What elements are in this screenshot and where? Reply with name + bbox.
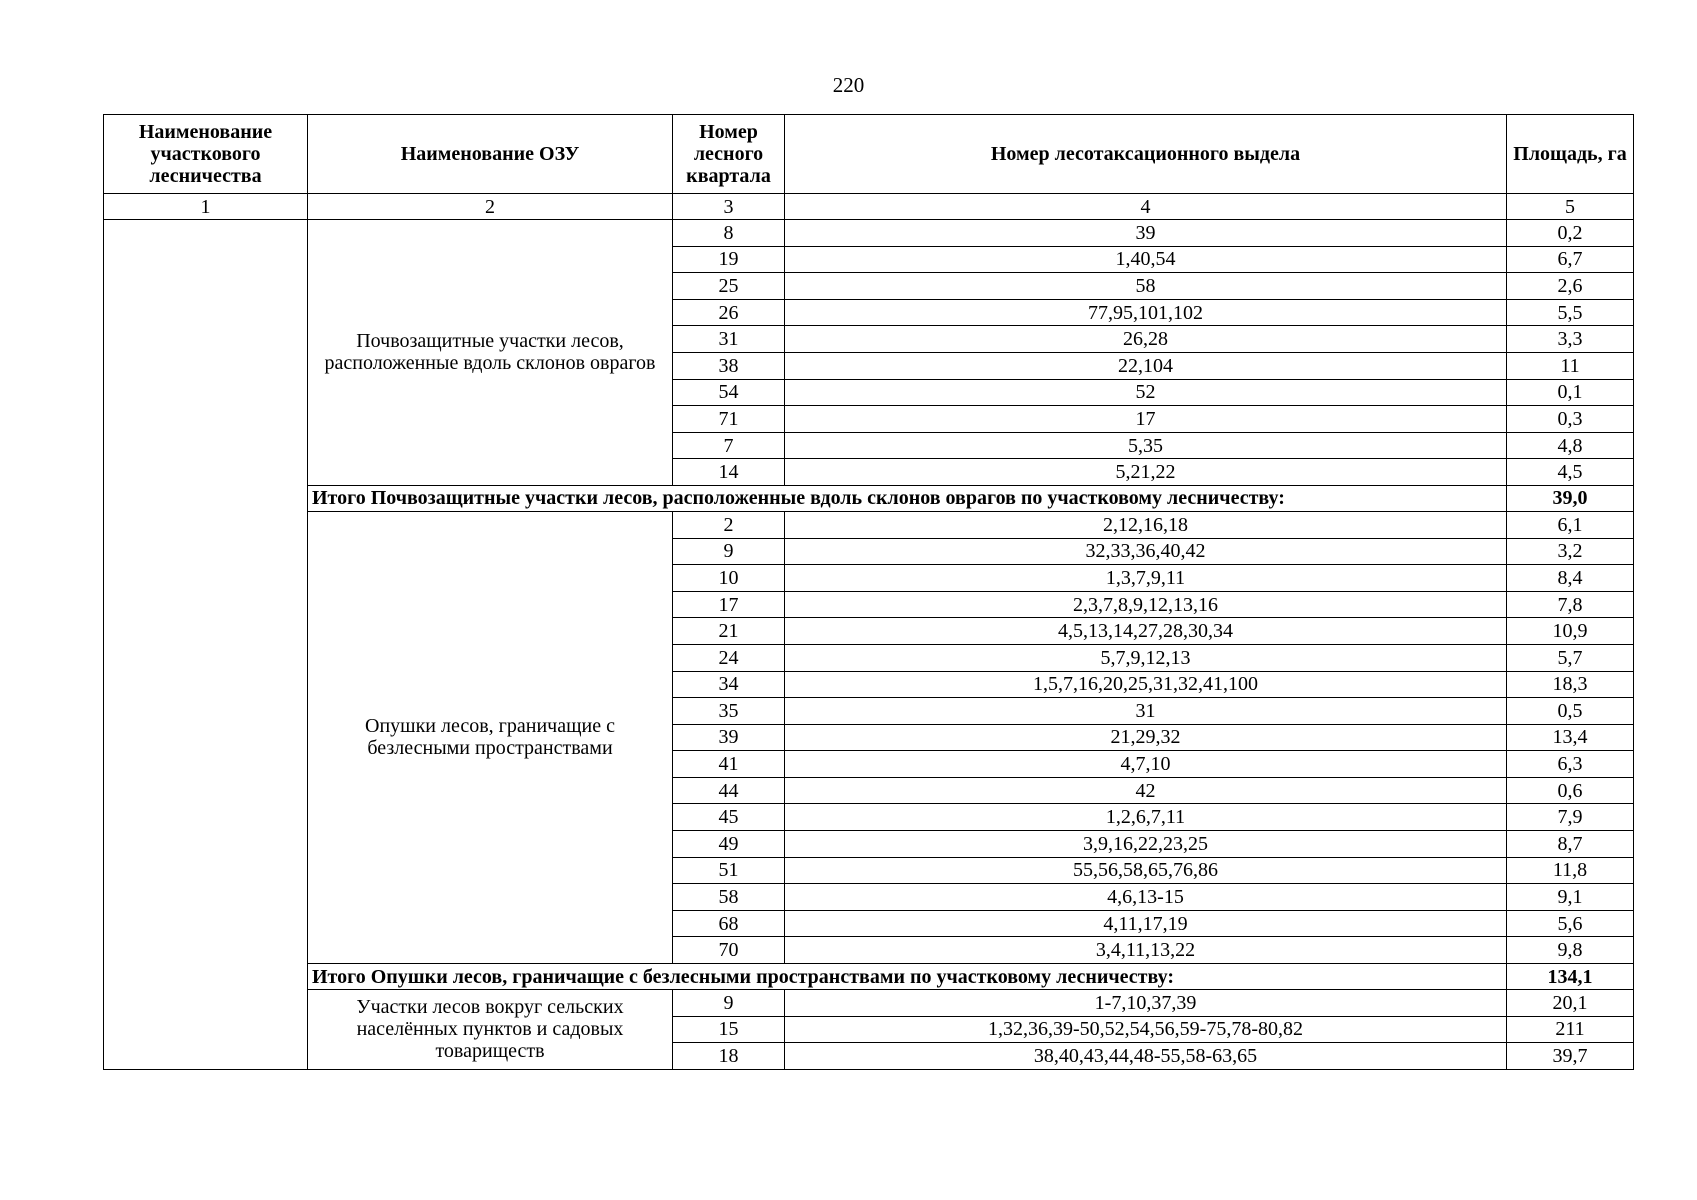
quarter-number-cell: 51 xyxy=(673,857,785,884)
table-row xyxy=(104,220,1634,247)
header-area: Площадь, га xyxy=(1507,115,1634,194)
plot-numbers-cell: 31 xyxy=(785,698,1507,725)
plot-numbers-cell: 3,9,16,22,23,25 xyxy=(785,831,1507,858)
area-cell: 5,6 xyxy=(1507,910,1634,937)
header-quarter-number: Номер лесного квартала xyxy=(673,115,785,194)
area-cell: 11,8 xyxy=(1507,857,1634,884)
area-cell: 0,5 xyxy=(1507,698,1634,725)
quarter-number-cell: 15 xyxy=(673,1016,785,1043)
table-body xyxy=(104,194,1634,1070)
area-cell: 5,5 xyxy=(1507,299,1634,326)
area-cell: 6,3 xyxy=(1507,751,1634,778)
column-number-row xyxy=(104,194,1634,220)
header-zone-name: Наименование ОЗУ xyxy=(308,115,673,194)
area-cell: 3,2 xyxy=(1507,538,1634,565)
column-number: 5 xyxy=(1507,194,1634,220)
plot-numbers-cell: 1,2,6,7,11 xyxy=(785,804,1507,831)
total-row xyxy=(104,485,1634,511)
plot-numbers-cell: 1,5,7,16,20,25,31,32,41,100 xyxy=(785,671,1507,698)
plot-numbers-cell: 38,40,43,44,48-55,58-63,65 xyxy=(785,1043,1507,1070)
quarter-number-cell: 17 xyxy=(673,591,785,618)
quarter-number-cell: 71 xyxy=(673,406,785,433)
plot-numbers-cell: 3,4,11,13,22 xyxy=(785,937,1507,964)
plot-numbers-cell: 5,35 xyxy=(785,432,1507,459)
quarter-number-cell: 68 xyxy=(673,910,785,937)
quarter-number-cell: 25 xyxy=(673,273,785,300)
plot-numbers-cell: 17 xyxy=(785,406,1507,433)
area-cell: 7,9 xyxy=(1507,804,1634,831)
area-cell: 13,4 xyxy=(1507,724,1634,751)
quarter-number-cell: 7 xyxy=(673,432,785,459)
quarter-number-cell: 41 xyxy=(673,751,785,778)
area-cell: 3,3 xyxy=(1507,326,1634,353)
column-number: 3 xyxy=(673,194,785,220)
quarter-number-cell: 8 xyxy=(673,220,785,247)
plot-numbers-cell: 2,12,16,18 xyxy=(785,511,1507,538)
plot-numbers-cell: 39 xyxy=(785,220,1507,247)
total-area-cell: 134,1 xyxy=(1507,964,1634,990)
quarter-number-cell: 35 xyxy=(673,698,785,725)
plot-numbers-cell: 4,7,10 xyxy=(785,751,1507,778)
plot-numbers-cell: 32,33,36,40,42 xyxy=(785,538,1507,565)
total-row xyxy=(104,964,1634,990)
area-cell: 9,1 xyxy=(1507,884,1634,911)
quarter-number-cell: 45 xyxy=(673,804,785,831)
total-label-cell: Итого Опушки лесов, граничащие с безлесными пространствами по участковому лесничеству: xyxy=(308,964,1507,990)
header-forestry-name: Наименование участкового лесничества xyxy=(104,115,308,194)
plot-numbers-cell: 21,29,32 xyxy=(785,724,1507,751)
area-cell: 4,5 xyxy=(1507,459,1634,486)
area-cell: 0,3 xyxy=(1507,406,1634,433)
quarter-number-cell: 31 xyxy=(673,326,785,353)
forest-zones-table xyxy=(103,114,1634,1070)
plot-numbers-cell: 4,11,17,19 xyxy=(785,910,1507,937)
total-area-cell: 39,0 xyxy=(1507,485,1634,511)
area-cell: 10,9 xyxy=(1507,618,1634,645)
area-cell: 39,7 xyxy=(1507,1043,1634,1070)
area-cell: 11 xyxy=(1507,352,1634,379)
quarter-number-cell: 39 xyxy=(673,724,785,751)
plot-numbers-cell: 42 xyxy=(785,777,1507,804)
header-plot-numbers: Номер лесотаксационного выдела xyxy=(785,115,1507,194)
area-cell: 0,6 xyxy=(1507,777,1634,804)
header-row xyxy=(104,115,1634,194)
quarter-number-cell: 34 xyxy=(673,671,785,698)
quarter-number-cell: 14 xyxy=(673,459,785,486)
table-row xyxy=(104,511,1634,538)
plot-numbers-cell: 1,32,36,39-50,52,54,56,59-75,78-80,82 xyxy=(785,1016,1507,1043)
plot-numbers-cell: 5,21,22 xyxy=(785,459,1507,486)
plot-numbers-cell: 55,56,58,65,76,86 xyxy=(785,857,1507,884)
plot-numbers-cell: 1-7,10,37,39 xyxy=(785,990,1507,1017)
plot-numbers-cell: 4,5,13,14,27,28,30,34 xyxy=(785,618,1507,645)
area-cell: 18,3 xyxy=(1507,671,1634,698)
quarter-number-cell: 2 xyxy=(673,511,785,538)
quarter-number-cell: 21 xyxy=(673,618,785,645)
plot-numbers-cell: 1,3,7,9,11 xyxy=(785,565,1507,592)
plot-numbers-cell: 4,6,13-15 xyxy=(785,884,1507,911)
area-cell: 4,8 xyxy=(1507,432,1634,459)
area-cell: 0,1 xyxy=(1507,379,1634,406)
area-cell: 8,7 xyxy=(1507,831,1634,858)
plot-numbers-cell: 2,3,7,8,9,12,13,16 xyxy=(785,591,1507,618)
area-cell: 7,8 xyxy=(1507,591,1634,618)
quarter-number-cell: 58 xyxy=(673,884,785,911)
column-number: 4 xyxy=(785,194,1507,220)
column-number: 2 xyxy=(308,194,673,220)
plot-numbers-cell: 52 xyxy=(785,379,1507,406)
plot-numbers-cell: 22,104 xyxy=(785,352,1507,379)
forestry-name-cell xyxy=(104,220,308,1070)
quarter-number-cell: 24 xyxy=(673,644,785,671)
area-cell: 5,7 xyxy=(1507,644,1634,671)
area-cell: 0,2 xyxy=(1507,220,1634,247)
area-cell: 6,7 xyxy=(1507,246,1634,273)
zone-name-cell: Участки лесов вокруг сельских населённых пунктов и садовых товариществ xyxy=(308,990,673,1070)
zone-name-cell: Почвозащитные участки лесов, расположенные вдоль склонов оврагов xyxy=(308,220,673,486)
area-cell: 8,4 xyxy=(1507,565,1634,592)
area-cell: 2,6 xyxy=(1507,273,1634,300)
quarter-number-cell: 44 xyxy=(673,777,785,804)
plot-numbers-cell: 58 xyxy=(785,273,1507,300)
area-cell: 6,1 xyxy=(1507,511,1634,538)
plot-numbers-cell: 77,95,101,102 xyxy=(785,299,1507,326)
quarter-number-cell: 9 xyxy=(673,990,785,1017)
area-cell: 9,8 xyxy=(1507,937,1634,964)
quarter-number-cell: 18 xyxy=(673,1043,785,1070)
quarter-number-cell: 10 xyxy=(673,565,785,592)
column-number: 1 xyxy=(104,194,308,220)
quarter-number-cell: 38 xyxy=(673,352,785,379)
quarter-number-cell: 49 xyxy=(673,831,785,858)
plot-numbers-cell: 26,28 xyxy=(785,326,1507,353)
quarter-number-cell: 19 xyxy=(673,246,785,273)
area-cell: 211 xyxy=(1507,1016,1634,1043)
table-row xyxy=(104,990,1634,1017)
area-cell: 20,1 xyxy=(1507,990,1634,1017)
plot-numbers-cell: 1,40,54 xyxy=(785,246,1507,273)
quarter-number-cell: 26 xyxy=(673,299,785,326)
page-number: 220 xyxy=(832,73,865,97)
total-label-cell: Итого Почвозащитные участки лесов, расположенные вдоль склонов оврагов по участковому лесничеству: xyxy=(308,485,1507,511)
zone-name-cell: Опушки лесов, граничащие с безлесными пространствами xyxy=(308,511,673,963)
quarter-number-cell: 70 xyxy=(673,937,785,964)
quarter-number-cell: 54 xyxy=(673,379,785,406)
plot-numbers-cell: 5,7,9,12,13 xyxy=(785,644,1507,671)
quarter-number-cell: 9 xyxy=(673,538,785,565)
